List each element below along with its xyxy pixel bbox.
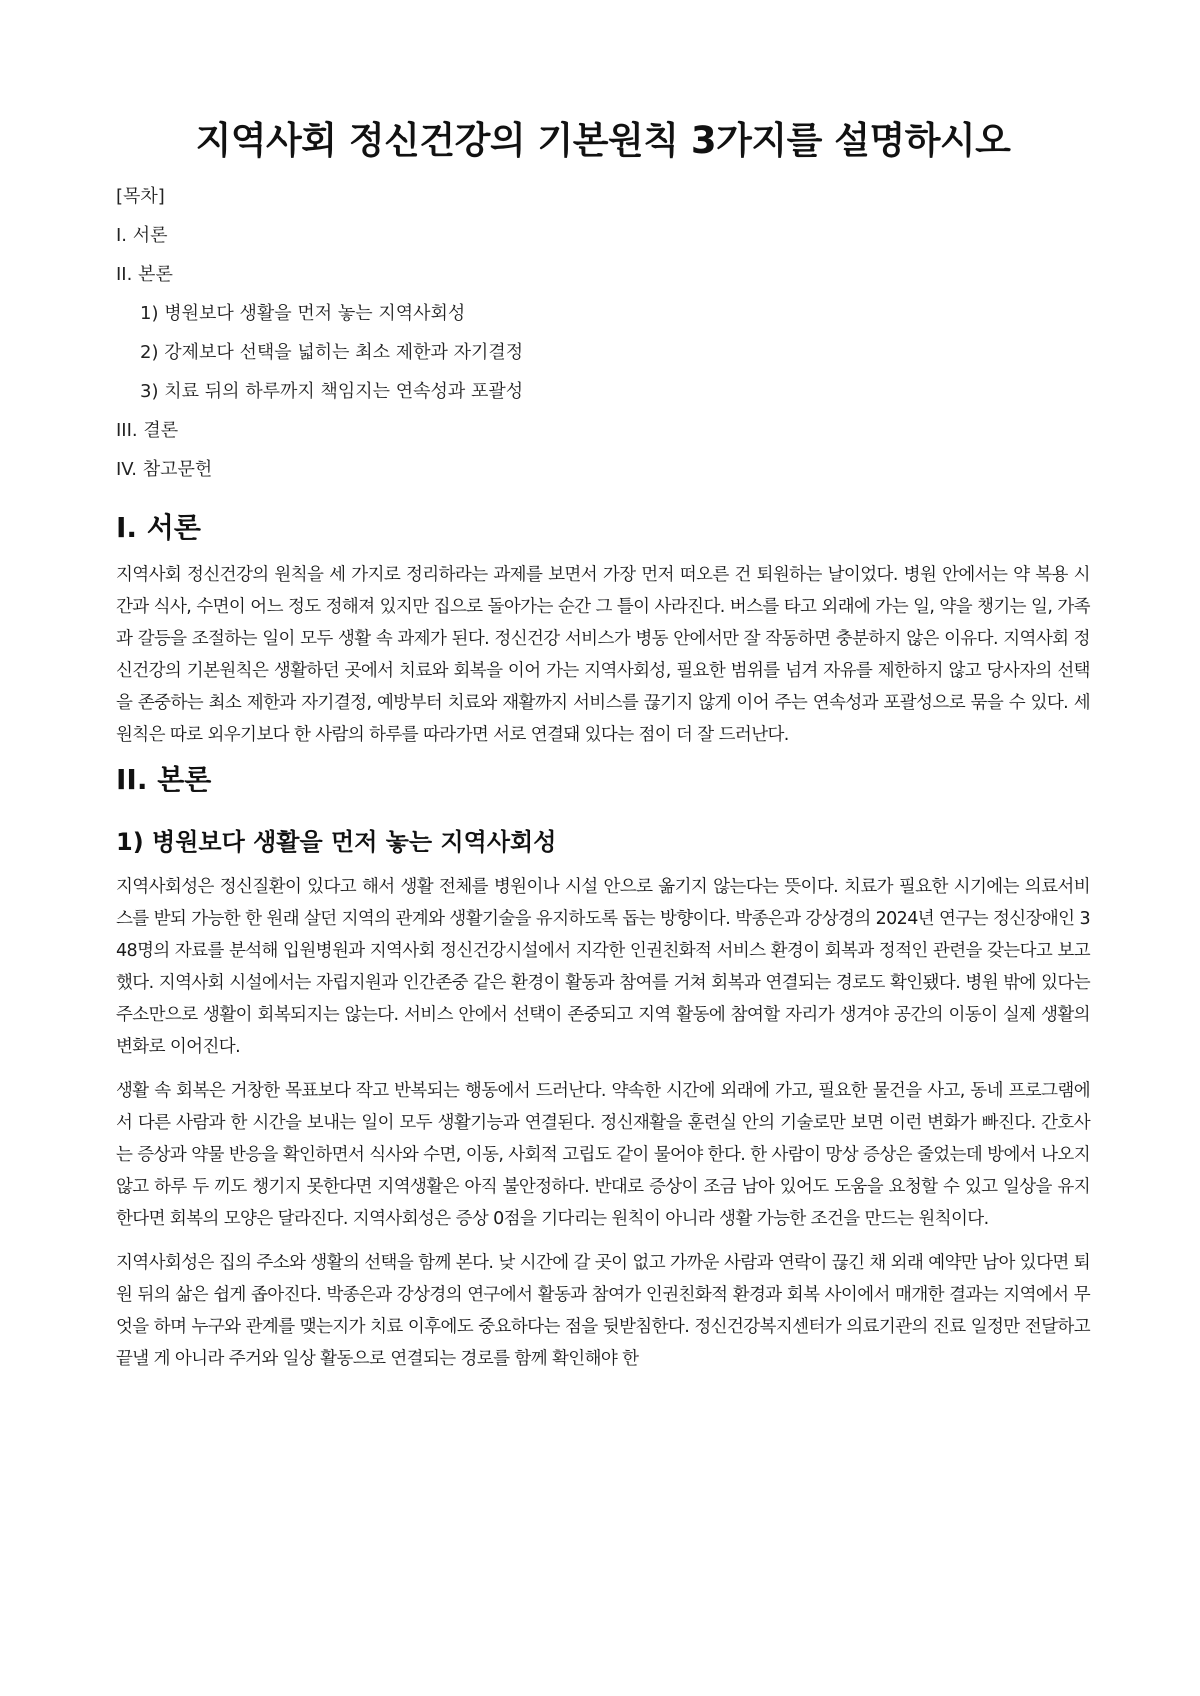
subsection-heading-1: 1) 병원보다 생활을 먼저 놓는 지역사회성: [116, 828, 557, 857]
toc-item: 2) 강제보다 선택을 넓히는 최소 제한과 자기결정: [140, 342, 524, 364]
section-heading-intro: I. 서론: [116, 511, 201, 545]
toc-item: I. 서론: [116, 225, 168, 247]
toc-item: III. 결론: [116, 420, 179, 442]
toc-item: 1) 병원보다 생활을 먼저 놓는 지역사회성: [140, 303, 466, 325]
document-title: 지역사회 정신건강의 기본원칙 3가지를 설명하시오: [195, 119, 1011, 162]
body-paragraph: 생활 속 회복은 거창한 목표보다 작고 반복되는 행동에서 드러난다. 약속한 시간에 외래에 가고, 필요한 물건을 사고, 동네 프로그램에서 다른 사람과 한 시간을 보내는 일이 모두 생활기능과 연결된다. 정신재활을 훈련실 안의 기술로만 보면 이런 변화가 빠진다. 간호사는 증상과 약물 반응을 확인하면서 식사와 수면, 이동, 사회적 고립도 같이 물어야 한다. 한 사람이 망상 증상은 줄었는데 방에서 나오지 않고 하루 두 끼도 챙기지 못한다면 지역생활은 아직 불안정하다. 반대로 증상이 조금 남아 있어도 도움을 요청할 수 있고 일상을 유지한다면 회복의 모양은 달라진다. 지역사회성은 증상 0점을 기다리는 원칙이 아니라 생활 가능한 조건을 만드는 원칙이다.: [116, 1081, 1090, 1230]
body-section: [116, 763, 1090, 1375]
table-of-contents: [116, 186, 1090, 481]
body-paragraph: 지역사회성은 정신질환이 있다고 해서 생활 전체를 병원이나 시설 안으로 옮기지 않는다는 뜻이다. 치료가 필요한 시기에는 의료서비스를 받되 가능한 한 원래 살던 지역의 관계와 생활기술을 유지하도록 돕는 방향이다. 박종은과 강상경의 2024년 연구는 정신장애인 348명의 자료를 분석해 입원병원과 지역사회 정신건강시설에서 지각한 인권친화적 서비스 환경이 회복과 정적인 관련을 갖는다고 보고했다. 지역사회 시설에서는 자립지원과 인간존중 같은 환경이 활동과 참여를 거쳐 회복과 연결되는 경로도 확인됐다. 병원 밖에 있다는 주소만으로 생활이 회복되지는 않는다. 서비스 안에서 선택이 존중되고 지역 활동에 참여할 자리가 생겨야 공간의 이동이 실제 생활의 변화로 이어진다.: [116, 877, 1090, 1058]
intro-paragraph: 지역사회 정신건강의 원칙을 세 가지로 정리하라는 과제를 보면서 가장 먼저 떠오른 건 퇴원하는 날이었다. 병원 안에서는 약 복용 시간과 식사, 수면이 어느 정도 정해져 있지만 집으로 돌아가는 순간 그 틀이 사라진다. 버스를 타고 외래에 가는 일, 약을 챙기는 일, 가족과 갈등을 조절하는 일이 모두 생활 속 과제가 된다. 정신건강 서비스가 병동 안에서만 잘 작동하면 충분하지 않은 이유다. 지역사회 정신건강의 기본원칙은 생활하던 곳에서 치료와 회복을 이어 가는 지역사회성, 필요한 범위를 넘겨 자유를 제한하지 않고 당사자의 선택을 존중하는 최소 제한과 자기결정, 예방부터 치료와 재활까지 서비스를 끊기지 않게 이어 주는 연속성과 포괄성으로 묶을 수 있다. 세 원칙은 따로 외우기보다 한 사람의 하루를 따라가면 서로 연결돼 있다는 점이 더 잘 드러난다.: [116, 565, 1090, 746]
toc-item: 3) 치료 뒤의 하루까지 책임지는 연속성과 포괄성: [140, 381, 524, 403]
toc-item: IV. 참고문헌: [116, 459, 213, 481]
body-paragraph: 지역사회성은 집의 주소와 생활의 선택을 함께 본다. 낮 시간에 갈 곳이 없고 가까운 사람과 연락이 끊긴 채 외래 예약만 남아 있다면 퇴원 뒤의 삶은 쉽게 좁아진다. 박종은과 강상경의 연구에서 활동과 참여가 인권친화적 환경과 회복 사이에서 매개한 결과는 지역에서 무엇을 하며 누구와 관계를 맺는지가 치료 이후에도 중요하다는 점을 뒷받침한다. 정신건강복지센터가 의료기관의 진료 일정만 전달하고 끝낼 게 아니라 주거와 일상 활동으로 연결되는 경로를 함께 확인해야 한: [116, 1253, 1090, 1370]
toc-heading: [목차]: [116, 186, 165, 208]
intro-section: [116, 511, 1090, 751]
section-heading-body: II. 본론: [116, 763, 212, 797]
toc-item: II. 본론: [116, 264, 173, 286]
